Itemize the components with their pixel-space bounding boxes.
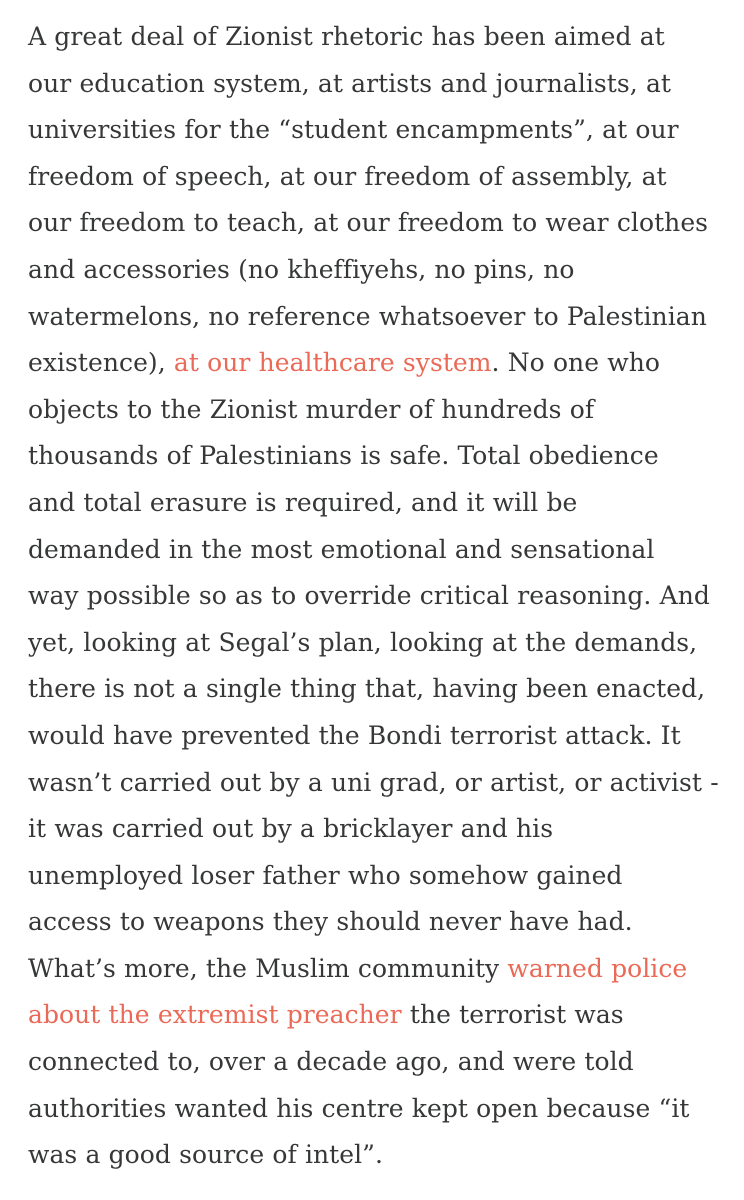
text-segment: it was carried out by a bricklayer and his	[28, 814, 554, 844]
text-segment: our education system, at artists and journalists, at	[28, 68, 672, 98]
text-line	[28, 946, 728, 993]
text-segment: was a good source of intel”.	[28, 1140, 383, 1170]
text-line	[28, 713, 728, 760]
text-segment: thousands of Palestinians is safe. Total obedience	[28, 441, 659, 471]
article-link[interactable]: warned police	[507, 953, 688, 983]
text-segment: our freedom to teach, at our freedom to wear clothes	[28, 208, 709, 238]
text-line	[28, 899, 728, 946]
text-line	[28, 200, 728, 247]
text-line	[28, 1086, 728, 1133]
text-line	[28, 154, 728, 201]
text-segment: yet, looking at Segal’s plan, looking at the demands,	[28, 627, 698, 657]
text-line	[28, 666, 728, 713]
text-segment: universities for the “student encampments”, at our	[28, 115, 679, 145]
text-segment: existence),	[28, 348, 174, 378]
text-segment: unemployed loser father who somehow gained	[28, 860, 623, 890]
text-segment: there is not a single thing that, having been enacted,	[28, 674, 706, 704]
text-segment: . No one who	[491, 348, 660, 378]
article-link[interactable]: at our healthcare system	[173, 348, 492, 378]
text-line	[28, 14, 728, 61]
text-line	[28, 806, 728, 853]
text-line	[28, 107, 728, 154]
text-segment: would have prevented the Bondi terrorist attack. It	[28, 720, 681, 750]
text-segment: access to weapons they should never have had.	[28, 907, 633, 937]
text-segment: and accessories (no kheffiyehs, no pins, no	[28, 254, 575, 284]
text-segment: connected to, over a decade ago, and were told	[28, 1047, 634, 1077]
text-line	[28, 853, 728, 900]
text-segment: way possible so as to override critical reasoning. And	[28, 581, 710, 611]
article-paragraph	[28, 14, 728, 1179]
text-line	[28, 1132, 728, 1179]
text-segment: What’s more, the Muslim community	[28, 953, 508, 983]
text-segment: wasn’t carried out by a uni grad, or artist, or activist -	[28, 767, 719, 797]
text-line	[28, 1039, 728, 1086]
text-line	[28, 992, 728, 1039]
text-segment: A great deal of Zionist rhetoric has been aimed at	[28, 22, 665, 51]
text-segment: demanded in the most emotional and sensational	[28, 534, 655, 564]
text-line	[28, 61, 728, 108]
text-segment: objects to the Zionist murder of hundreds of	[28, 394, 595, 424]
text-segment: and total erasure is required, and it will be	[28, 487, 578, 517]
text-line	[28, 433, 728, 480]
text-line	[28, 573, 728, 620]
text-line	[28, 247, 728, 294]
text-line	[28, 527, 728, 574]
text-segment: watermelons, no reference whatsoever to Palestinian	[28, 301, 707, 331]
text-segment: freedom of speech, at our freedom of assembly, at	[28, 161, 667, 191]
text-line	[28, 620, 728, 667]
text-segment: authorities wanted his centre kept open because “it	[28, 1093, 690, 1123]
text-segment: the terrorist was	[401, 1000, 624, 1030]
text-line	[28, 760, 728, 807]
article-link[interactable]: about the extremist preacher	[28, 1000, 402, 1030]
text-line	[28, 480, 728, 527]
text-line	[28, 387, 728, 434]
text-line	[28, 294, 728, 341]
text-line	[28, 340, 728, 387]
